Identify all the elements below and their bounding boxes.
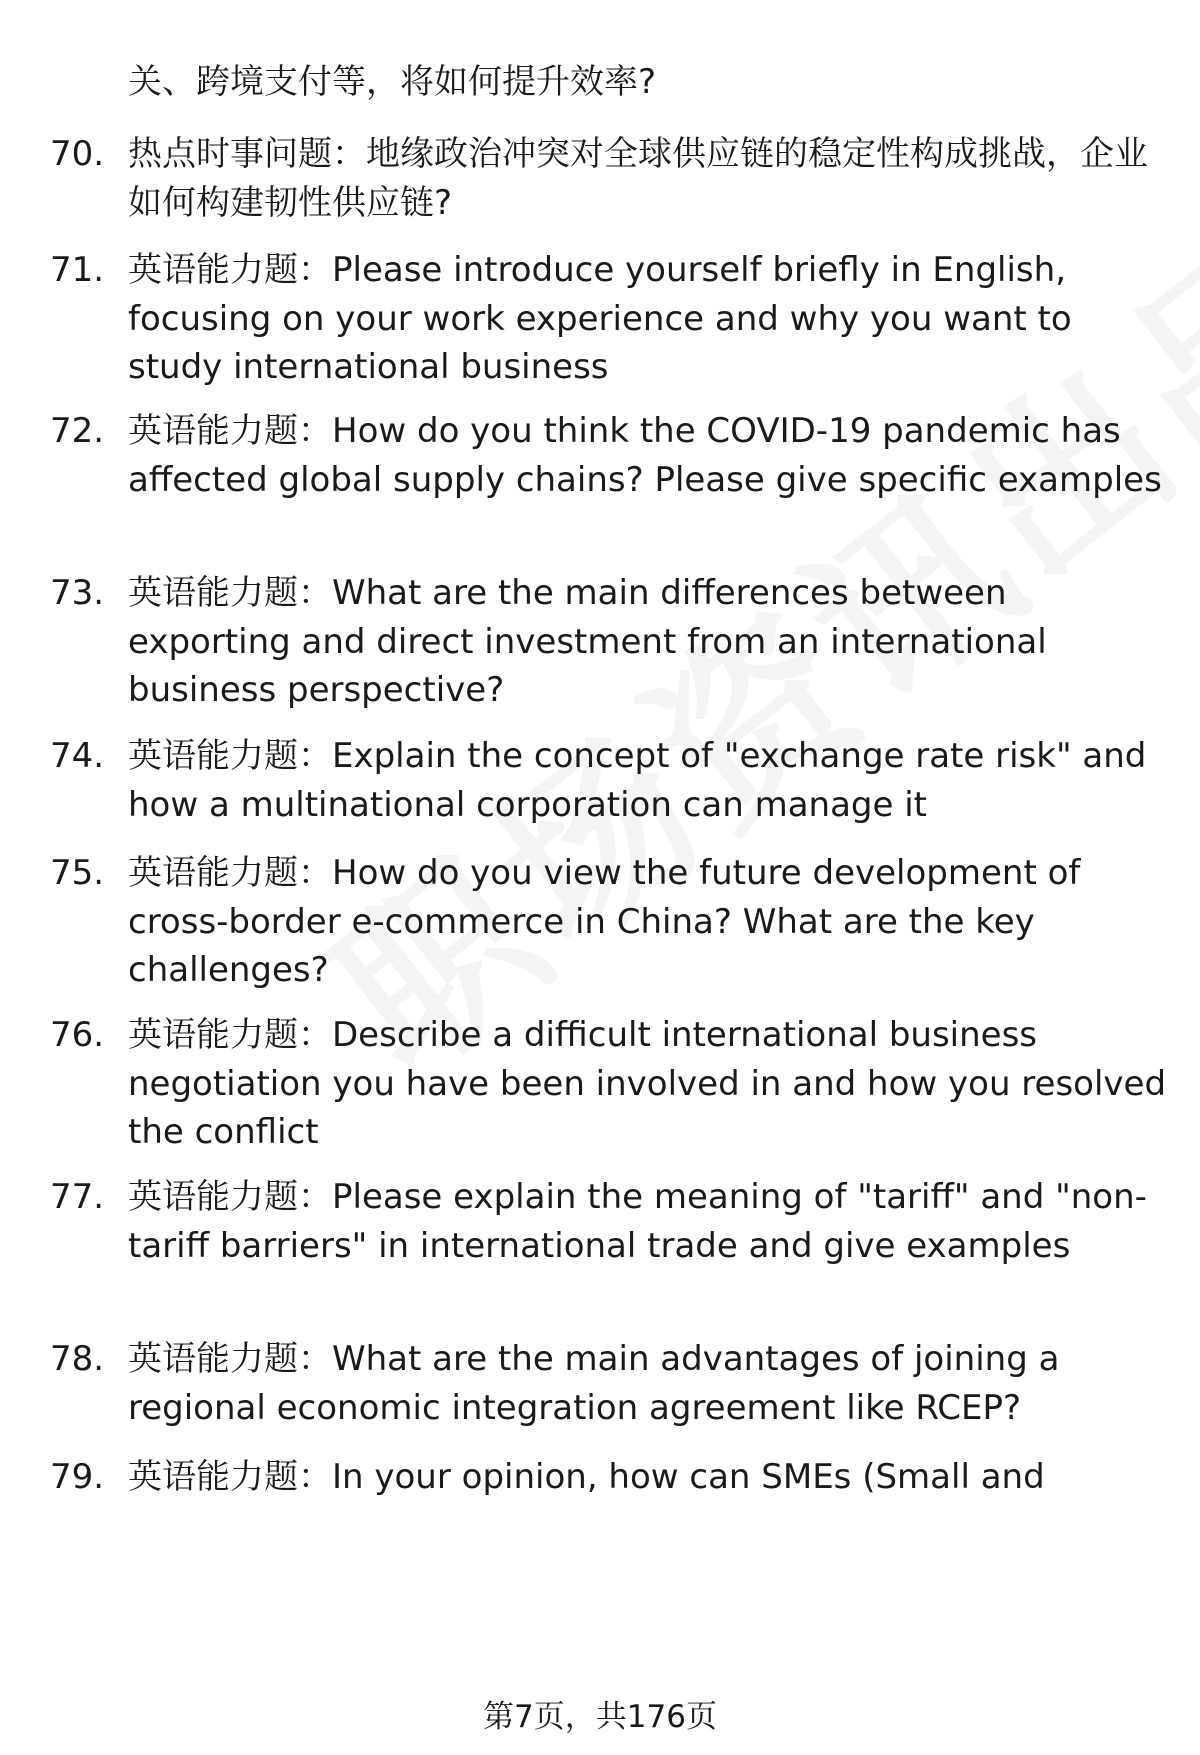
question-category: 热点时事问题：	[128, 134, 366, 174]
question-body	[128, 1453, 1168, 1502]
question-text: Describe a difficult international business negotiation you have been involved in and how you resolved the conflict	[128, 1015, 1167, 1152]
question-text: Please explain the meaning of "tariff" and "non-tariff barriers" in international trade and give examples	[128, 1177, 1147, 1266]
question-number: 70.	[50, 134, 105, 174]
question-text: Please introduce yourself briefly in English, focusing on your work experience and why you want to study international business	[128, 250, 1072, 387]
question-text: What are the main advantages of joining a regional economic integration agreement like RCEP?	[128, 1339, 1060, 1428]
question-body	[128, 1011, 1168, 1157]
question-number: 74.	[50, 736, 105, 776]
question-category: 英语能力题：	[128, 250, 332, 290]
question-number: 79.	[50, 1457, 105, 1497]
question-category: 英语能力题：	[128, 1015, 332, 1055]
question-text: In your opinion, how can SMEs (Small and	[332, 1457, 1045, 1497]
question-text: What are the main differences between exporting and direct investment from an international business perspective?	[128, 573, 1047, 710]
question-body	[128, 849, 1168, 995]
question-number: 71.	[50, 250, 105, 290]
question-body	[128, 1335, 1168, 1432]
question-category: 英语能力题：	[128, 1339, 332, 1379]
question-category: 英语能力题：	[128, 853, 332, 893]
question-body	[128, 246, 1168, 392]
question-body	[128, 732, 1168, 829]
question-number: 77.	[50, 1177, 105, 1217]
question-number: 72.	[50, 411, 105, 451]
question-body	[128, 569, 1168, 715]
question-number: 78.	[50, 1339, 105, 1379]
page-number-footer: 第7页，共176页	[483, 1699, 717, 1735]
question-category: 英语能力题：	[128, 573, 332, 613]
question-category: 英语能力题：	[128, 736, 332, 776]
question-number: 75.	[50, 853, 105, 893]
question-body	[128, 130, 1168, 227]
question-body	[128, 407, 1168, 504]
question-body	[128, 1173, 1168, 1270]
continued-question-text: 关、跨境支付等，将如何提升效率?	[128, 62, 657, 102]
question-text: Explain the concept of "exchange rate risk" and how a multinational corporation can manage it	[128, 736, 1147, 825]
question-text: How do you think the COVID-19 pandemic has affected global supply chains? Please give specific examples	[128, 411, 1162, 500]
question-text: 地缘政治冲突对全球供应链的稳定性构成挑战，企业如何构建韧性供应链?	[128, 134, 1148, 223]
question-category: 英语能力题：	[128, 411, 332, 451]
question-category: 英语能力题：	[128, 1177, 332, 1217]
question-number: 76.	[50, 1015, 105, 1055]
question-category: 英语能力题：	[128, 1457, 332, 1497]
question-text: How do you view the future development of cross-border e-commerce in China? What are the key challenges?	[128, 853, 1081, 990]
question-number: 73.	[50, 573, 105, 613]
